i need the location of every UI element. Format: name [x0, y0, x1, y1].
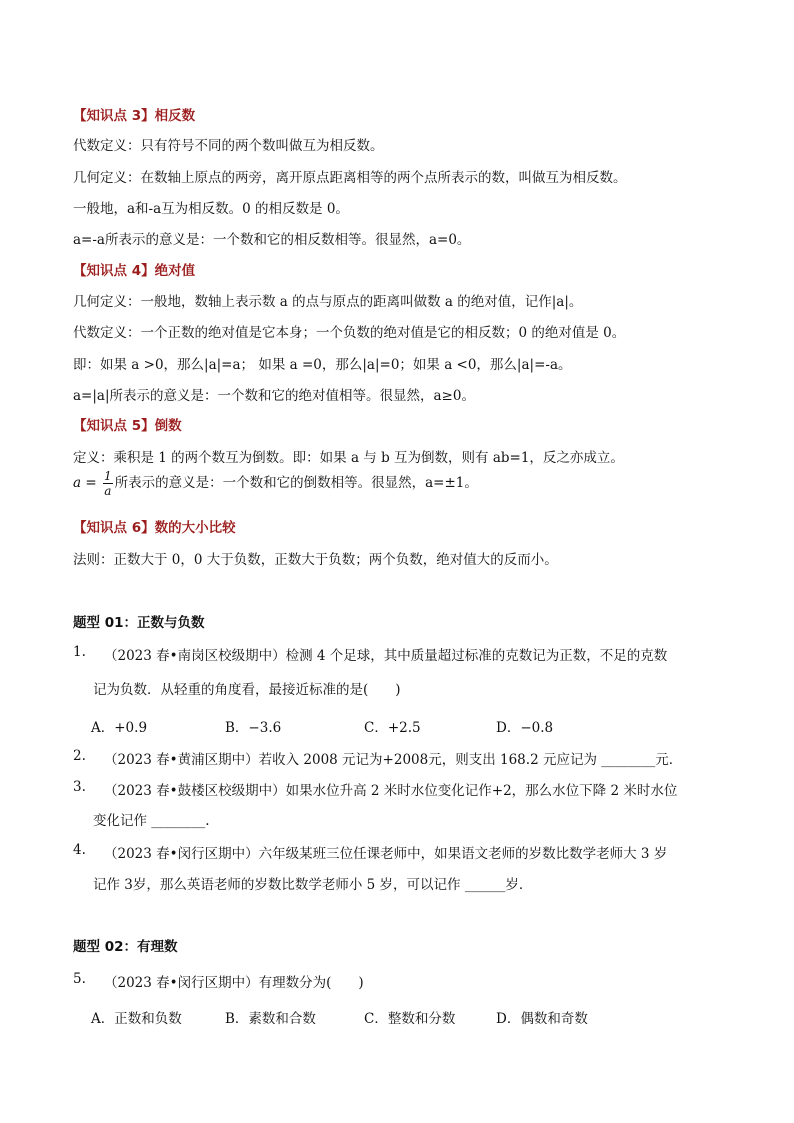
kp4-line-1: 几何定义：一般地，数轴上表示数 a 的点与原点的距离叫做数 a 的绝对值，记作|a|。	[73, 294, 583, 310]
kp5-title: 【知识点 5】倒数	[73, 418, 182, 434]
question-text: （2023 春•闵行区期中）六年级某班三位任课老师中，如果语文老师的岁数比数学老师大 3 岁	[104, 846, 668, 862]
kp3-title: 【知识点 3】相反数	[73, 108, 196, 124]
kp6-rule: 法则：正数大于 0，0 大于负数，正数大于负数；两个负数，绝对值大的反而小。	[73, 552, 558, 568]
kp5-definition: 定义：乘积是 1 的两个数互为倒数。即：如果 a 与 b 互为倒数，则有 ab=1，反之亦成立。	[73, 450, 624, 466]
option-c[interactable]: C．+2.5	[364, 720, 421, 736]
fraction-denominator: a	[104, 484, 112, 498]
fraction	[103, 470, 113, 497]
option-b[interactable]: B．素数和合数	[225, 1011, 316, 1027]
question-number: 3.	[73, 779, 86, 795]
question-text: （2023 春•黄浦区期中）若收入 2008 元记为+2008元，则支出 168.2 元应记为 ________元．	[104, 752, 683, 768]
question-number: 5.	[73, 971, 86, 987]
option-d[interactable]: D．偶数和奇数	[496, 1011, 588, 1027]
question-text-continued: 记为负数．从轻重的角度看，最接近标准的是( )	[93, 682, 401, 698]
question-text-continued: 变化记作 ________.	[93, 813, 210, 829]
kp3-line-3: 一般地，a和-a互为相反数。0 的相反数是 0。	[73, 201, 349, 217]
kp5-equation-rest: 所表示的意义是：一个数和它的倒数相等。很显然，a=±1。	[114, 475, 478, 491]
kp4-title: 【知识点 4】绝对值	[73, 263, 196, 279]
question-number: 1.	[73, 644, 86, 660]
kp4-line-4: a=|a|所表示的意义是：一个数和它的绝对值相等。很显然，a≥0。	[73, 388, 475, 404]
kp5-equation-lhs: a =	[73, 475, 97, 491]
question-text: （2023 春•闵行区期中）有理数分为( )	[104, 975, 364, 991]
section-title: 题型 02：有理数	[73, 939, 178, 955]
kp6-title: 【知识点 6】数的大小比较	[73, 520, 236, 536]
section-title: 题型 01：正数与负数	[73, 615, 205, 631]
fraction-numerator: 1	[103, 469, 112, 483]
question-text: （2023 春•鼓楼区校级期中）如果水位升高 2 米时水位变化记作+2，那么水位下降 2 米时水位	[104, 783, 678, 799]
option-d[interactable]: D．−0.8	[496, 720, 554, 736]
option-c[interactable]: C．整数和分数	[364, 1011, 456, 1027]
option-a[interactable]: A．+0.9	[91, 720, 148, 736]
question-number: 2.	[73, 748, 86, 764]
kp5-equation-line	[73, 470, 478, 497]
question-text: （2023 春•南岗区校级期中）检测 4 个足球，其中质量超过标准的克数记为正数，不足的克数	[104, 648, 668, 664]
kp4-line-2: 代数定义：一个正数的绝对值是它本身；一个负数的绝对值是它的相反数；0 的绝对值是 0。	[73, 325, 626, 341]
kp3-line-1: 代数定义：只有符号不同的两个数叫做互为相反数。	[73, 138, 384, 154]
option-a[interactable]: A．正数和负数	[91, 1011, 182, 1027]
kp3-line-4: a=-a所表示的意义是：一个数和它的相反数相等。很显然，a=0。	[73, 232, 471, 248]
kp3-line-2: 几何定义：在数轴上原点的两旁，离开原点距离相等的两个点所表示的数，叫做互为相反数。	[73, 170, 627, 186]
kp4-line-3: 即：如果 a >0，那么|a|=a； 如果 a =0，那么|a|=0；如果 a <0，那么|a|=-a。	[73, 357, 572, 373]
question-number: 4.	[73, 842, 86, 858]
question-text-continued: 记作 3岁，那么英语老师的岁数比数学老师小 5 岁，可以记作 ______岁．	[93, 877, 533, 893]
option-b[interactable]: B．−3.6	[225, 720, 282, 736]
